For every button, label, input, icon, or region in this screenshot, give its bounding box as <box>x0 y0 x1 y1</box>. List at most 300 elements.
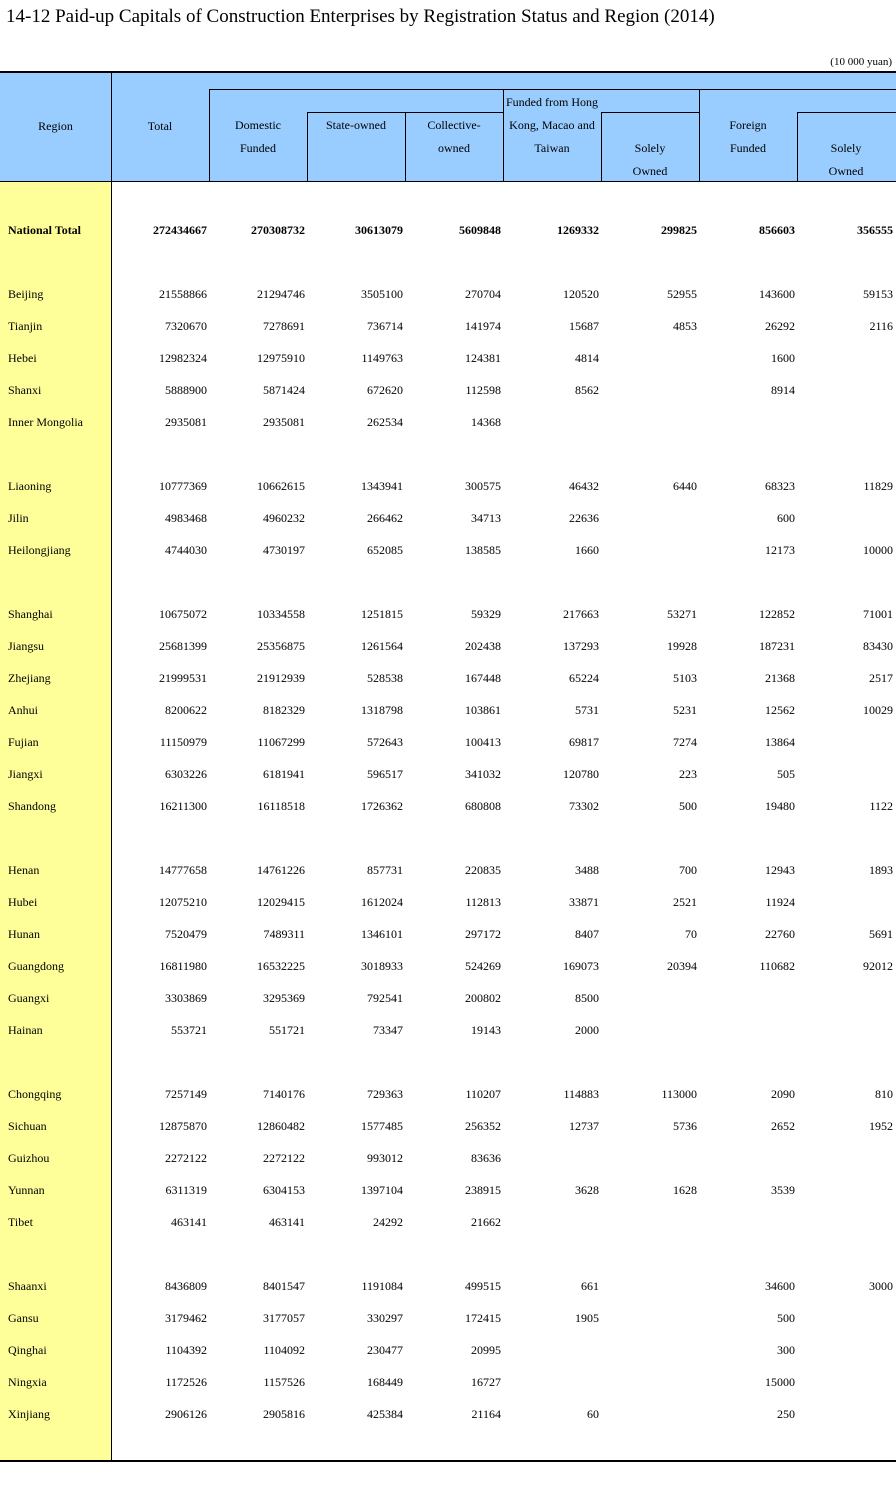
collective-cell: 141974 <box>465 319 501 333</box>
collective-cell: 21164 <box>471 1407 501 1421</box>
domestic-cell: 12860482 <box>257 1119 305 1133</box>
foreign-cell: 15000 <box>765 1375 795 1389</box>
collective-cell: 220835 <box>465 863 501 877</box>
foreign-cell: 12562 <box>765 703 795 717</box>
total-cell: 2272122 <box>165 1151 207 1165</box>
collective-cell: 524269 <box>465 959 501 973</box>
header-collective: Collective-owned <box>427 118 481 155</box>
state-cell: 24292 <box>373 1215 403 1229</box>
hmt-cell: 2000 <box>575 1023 599 1037</box>
hmt-cell: 12737 <box>569 1119 599 1133</box>
domestic-cell: 16118518 <box>257 799 305 813</box>
total-cell: 8200622 <box>165 703 207 717</box>
domestic-cell: 4730197 <box>263 543 305 557</box>
total-cell: 10777369 <box>159 479 207 493</box>
hmt-solely-cell: 223 <box>679 767 697 781</box>
state-cell: 1318798 <box>361 703 403 717</box>
state-cell: 30613079 <box>355 223 403 237</box>
table-row <box>0 412 896 432</box>
state-cell: 572643 <box>367 735 403 749</box>
hmt-cell: 137293 <box>563 639 599 653</box>
hmt-cell: 5731 <box>575 703 599 717</box>
table-row <box>0 892 896 912</box>
foreign-cell: 8914 <box>771 383 795 397</box>
hmt-cell: 33871 <box>569 895 599 909</box>
region-cell: Zhejiang <box>8 671 51 685</box>
state-cell: 736714 <box>367 319 403 333</box>
domestic-cell: 270308732 <box>251 223 305 237</box>
foreign-solely-cell: 3000 <box>869 1279 893 1293</box>
header-region: Region <box>38 119 73 133</box>
total-cell: 2935081 <box>165 415 207 429</box>
region-cell: Guangxi <box>8 991 50 1005</box>
domestic-cell: 25356875 <box>257 639 305 653</box>
domestic-cell: 2272122 <box>263 1151 305 1165</box>
total-cell: 25681399 <box>159 639 207 653</box>
hmt-cell: 73302 <box>569 799 599 813</box>
state-cell: 425384 <box>367 1407 403 1421</box>
header-domestic: Domestic Funded <box>235 118 281 155</box>
table-row <box>0 1180 896 1200</box>
collective-cell: 59329 <box>471 607 501 621</box>
region-cell: Shaanxi <box>8 1279 47 1293</box>
collective-cell: 680808 <box>465 799 501 813</box>
region-cell: Shanxi <box>8 383 42 397</box>
total-cell: 4744030 <box>165 543 207 557</box>
domestic-cell: 3177057 <box>263 1311 305 1325</box>
state-cell: 1612024 <box>361 895 403 909</box>
region-cell: Jilin <box>8 511 29 525</box>
domestic-cell: 21294746 <box>257 287 305 301</box>
region-cell: Qinghai <box>8 1343 47 1357</box>
foreign-cell: 500 <box>777 1311 795 1325</box>
collective-cell: 110207 <box>465 1087 501 1101</box>
state-cell: 1343941 <box>361 479 403 493</box>
state-cell: 1261564 <box>361 639 403 653</box>
foreign-solely-cell: 1893 <box>869 863 893 877</box>
state-cell: 73347 <box>373 1023 403 1037</box>
total-cell: 6311319 <box>165 1183 207 1197</box>
foreign-cell: 505 <box>777 767 795 781</box>
region-cell: Jiangxi <box>8 767 43 781</box>
hmt-cell: 65224 <box>569 671 599 685</box>
state-cell: 266462 <box>367 511 403 525</box>
foreign-solely-cell: 1122 <box>869 799 893 813</box>
total-cell: 7520479 <box>165 927 207 941</box>
hmt-cell: 120780 <box>563 767 599 781</box>
foreign-cell: 26292 <box>765 319 795 333</box>
table-row <box>0 764 896 784</box>
hmt-cell: 661 <box>581 1279 599 1293</box>
table-row <box>0 316 896 336</box>
total-cell: 16811980 <box>159 959 207 973</box>
state-cell: 1251815 <box>361 607 403 621</box>
header-total: Total <box>147 119 173 133</box>
total-cell: 3303869 <box>165 991 207 1005</box>
domestic-cell: 7278691 <box>263 319 305 333</box>
domestic-cell: 463141 <box>269 1215 305 1229</box>
region-cell: Shandong <box>8 799 56 813</box>
foreign-cell: 21368 <box>765 671 795 685</box>
foreign-cell: 22760 <box>765 927 795 941</box>
region-cell: Shanghai <box>8 607 53 621</box>
domestic-cell: 14761226 <box>257 863 305 877</box>
foreign-cell: 110682 <box>759 959 795 973</box>
foreign-solely-cell: 2517 <box>869 671 893 685</box>
table-row <box>0 508 896 528</box>
region-cell: Heilongjiang <box>8 543 71 557</box>
state-cell: 168449 <box>367 1375 403 1389</box>
hmt-solely-cell: 5736 <box>673 1119 697 1133</box>
table-row <box>0 476 896 496</box>
hmt-cell: 120520 <box>563 287 599 301</box>
foreign-solely-cell: 83430 <box>863 639 893 653</box>
hmt-cell: 114883 <box>563 1087 599 1101</box>
hmt-solely-cell: 6440 <box>673 479 697 493</box>
table-row <box>0 348 896 368</box>
collective-cell: 256352 <box>465 1119 501 1133</box>
table-row <box>0 636 896 656</box>
region-column-background <box>0 182 111 1460</box>
table-row <box>0 284 896 304</box>
collective-cell: 34713 <box>471 511 501 525</box>
domestic-cell: 2935081 <box>263 415 305 429</box>
hmt-solely-cell: 20394 <box>667 959 697 973</box>
domestic-cell: 11067299 <box>257 735 305 749</box>
state-cell: 330297 <box>367 1311 403 1325</box>
region-cell: Tianjin <box>8 319 43 333</box>
domestic-cell: 8182329 <box>263 703 305 717</box>
total-cell: 3179462 <box>165 1311 207 1325</box>
header-divider <box>209 89 210 181</box>
total-cell: 1104392 <box>165 1343 207 1357</box>
table-row <box>0 732 896 752</box>
domestic-cell: 16532225 <box>257 959 305 973</box>
hmt-cell: 1905 <box>575 1311 599 1325</box>
state-cell: 1149763 <box>361 351 403 365</box>
total-cell: 5888900 <box>165 383 207 397</box>
foreign-solely-cell: 810 <box>875 1087 893 1101</box>
domestic-cell: 21912939 <box>257 671 305 685</box>
bottom-rule <box>0 1460 896 1462</box>
foreign-cell: 250 <box>777 1407 795 1421</box>
collective-cell: 19143 <box>471 1023 501 1037</box>
hmt-cell: 8407 <box>575 927 599 941</box>
foreign-solely-cell: 2116 <box>869 319 893 333</box>
hmt-solely-cell: 5103 <box>673 671 697 685</box>
foreign-solely-cell: 11829 <box>863 479 893 493</box>
collective-cell: 341032 <box>465 767 501 781</box>
total-cell: 463141 <box>171 1215 207 1229</box>
table-row <box>0 1212 896 1232</box>
foreign-cell: 143600 <box>759 287 795 301</box>
hmt-cell: 69817 <box>569 735 599 749</box>
state-cell: 262534 <box>367 415 403 429</box>
region-cell: Beijing <box>8 287 44 301</box>
collective-cell: 21662 <box>471 1215 501 1229</box>
foreign-solely-cell: 1952 <box>869 1119 893 1133</box>
collective-cell: 20995 <box>471 1343 501 1357</box>
state-cell: 1726362 <box>361 799 403 813</box>
total-cell: 11150979 <box>159 735 207 749</box>
total-cell: 21999531 <box>159 671 207 685</box>
table-row <box>0 1116 896 1136</box>
region-cell: Guizhou <box>8 1151 50 1165</box>
state-cell: 1346101 <box>361 927 403 941</box>
region-cell: Liaoning <box>8 479 52 493</box>
header-divider <box>503 89 504 181</box>
foreign-solely-cell: 92012 <box>863 959 893 973</box>
domestic-cell: 10662615 <box>257 479 305 493</box>
domestic-cell: 12029415 <box>257 895 305 909</box>
hmt-solely-cell: 4853 <box>673 319 697 333</box>
hmt-solely-cell: 2521 <box>673 895 697 909</box>
foreign-cell: 122852 <box>759 607 795 621</box>
foreign-cell: 187231 <box>759 639 795 653</box>
domestic-cell: 6181941 <box>263 767 305 781</box>
hmt-solely-cell: 1628 <box>673 1183 697 1197</box>
table-title: 14-12 Paid-up Capitals of Construction Enterprises by Registration Status and Region (2014) <box>6 6 715 27</box>
state-cell: 3505100 <box>361 287 403 301</box>
table-row <box>0 1372 896 1392</box>
foreign-cell: 2652 <box>771 1119 795 1133</box>
foreign-cell: 3539 <box>771 1183 795 1197</box>
foreign-solely-cell: 5691 <box>869 927 893 941</box>
region-cell: Jiangsu <box>8 639 44 653</box>
hmt-cell: 1660 <box>575 543 599 557</box>
region-cell: Xinjiang <box>8 1407 50 1421</box>
hmt-solely-cell: 19928 <box>667 639 697 653</box>
total-cell: 21558866 <box>159 287 207 301</box>
hmt-cell: 217663 <box>563 607 599 621</box>
header-divider <box>307 112 503 113</box>
hmt-solely-cell: 5231 <box>673 703 697 717</box>
table-row <box>0 1020 896 1040</box>
hmt-cell: 22636 <box>569 511 599 525</box>
collective-cell: 167448 <box>465 671 501 685</box>
hmt-cell: 46432 <box>569 479 599 493</box>
table-row <box>0 924 896 944</box>
hmt-cell: 8500 <box>575 991 599 1005</box>
header-divider <box>797 112 798 181</box>
region-cell: Henan <box>8 863 40 877</box>
foreign-solely-cell: 10000 <box>863 543 893 557</box>
table-row <box>0 604 896 624</box>
table-row <box>0 540 896 560</box>
domestic-cell: 3295369 <box>263 991 305 1005</box>
header-bottom-rule <box>0 181 896 182</box>
state-cell: 993012 <box>367 1151 403 1165</box>
total-cell: 1172526 <box>165 1375 207 1389</box>
hmt-solely-cell: 500 <box>679 799 697 813</box>
hmt-cell: 15687 <box>569 319 599 333</box>
collective-cell: 103861 <box>465 703 501 717</box>
region-cell: Guangdong <box>8 959 64 973</box>
table-row <box>0 668 896 688</box>
total-cell: 12982324 <box>159 351 207 365</box>
total-cell: 12875870 <box>159 1119 207 1133</box>
state-cell: 3018933 <box>361 959 403 973</box>
region-cell: Hebei <box>8 351 37 365</box>
header-foreign: Foreign Funded <box>729 118 767 155</box>
hmt-solely-cell: 299825 <box>661 223 697 237</box>
total-cell: 272434667 <box>153 223 207 237</box>
hmt-cell: 4814 <box>575 351 599 365</box>
region-cell: Tibet <box>8 1215 33 1229</box>
state-cell: 729363 <box>367 1087 403 1101</box>
foreign-cell: 19480 <box>765 799 795 813</box>
foreign-cell: 1600 <box>771 351 795 365</box>
table-row <box>0 988 896 1008</box>
total-cell: 14777658 <box>159 863 207 877</box>
collective-cell: 270704 <box>465 287 501 301</box>
hmt-solely-cell: 113000 <box>661 1087 697 1101</box>
state-cell: 1397104 <box>361 1183 403 1197</box>
table-row <box>0 956 896 976</box>
unit-label: (10 000 yuan) <box>830 56 892 68</box>
domestic-cell: 2905816 <box>263 1407 305 1421</box>
foreign-cell: 68323 <box>765 479 795 493</box>
table-row <box>0 700 896 720</box>
foreign-solely-cell: 356555 <box>857 223 893 237</box>
region-cell: Sichuan <box>8 1119 47 1133</box>
foreign-cell: 12943 <box>765 863 795 877</box>
state-cell: 596517 <box>367 767 403 781</box>
total-cell: 4983468 <box>165 511 207 525</box>
foreign-cell: 300 <box>777 1343 795 1357</box>
collective-cell: 238915 <box>465 1183 501 1197</box>
table-row <box>0 1148 896 1168</box>
table-row <box>0 1404 896 1424</box>
hmt-solely-cell: 53271 <box>667 607 697 621</box>
table-row <box>0 860 896 880</box>
domestic-cell: 10334558 <box>257 607 305 621</box>
table-row <box>0 380 896 400</box>
collective-cell: 200802 <box>465 991 501 1005</box>
collective-cell: 138585 <box>465 543 501 557</box>
region-cell: Inner Mongolia <box>8 415 83 429</box>
hmt-solely-cell: 7274 <box>673 735 697 749</box>
total-cell: 10675072 <box>159 607 207 621</box>
collective-cell: 14368 <box>471 415 501 429</box>
collective-cell: 202438 <box>465 639 501 653</box>
state-cell: 1577485 <box>361 1119 403 1133</box>
domestic-cell: 12975910 <box>257 351 305 365</box>
top-rule <box>0 71 896 73</box>
region-cell: Gansu <box>8 1311 39 1325</box>
region-cell: Ningxia <box>8 1375 47 1389</box>
domestic-cell: 551721 <box>269 1023 305 1037</box>
collective-cell: 83636 <box>471 1151 501 1165</box>
foreign-cell: 13864 <box>765 735 795 749</box>
header-foreign-solely: Solely Owned <box>828 141 864 178</box>
region-cell: National Total <box>8 223 82 237</box>
collective-cell: 300575 <box>465 479 501 493</box>
total-cell: 7257149 <box>165 1087 207 1101</box>
state-cell: 230477 <box>367 1343 403 1357</box>
foreign-cell: 2090 <box>771 1087 795 1101</box>
foreign-cell: 600 <box>777 511 795 525</box>
hmt-solely-cell: 52955 <box>667 287 697 301</box>
domestic-cell: 8401547 <box>263 1279 305 1293</box>
state-cell: 652085 <box>367 543 403 557</box>
region-cell: Anhui <box>8 703 38 717</box>
header-state-owned: State-owned <box>326 118 386 132</box>
collective-cell: 499515 <box>465 1279 501 1293</box>
header-divider <box>601 112 602 181</box>
region-cell: Hunan <box>8 927 40 941</box>
total-cell: 553721 <box>171 1023 207 1037</box>
header-divider <box>209 89 896 90</box>
state-cell: 857731 <box>367 863 403 877</box>
domestic-cell: 7140176 <box>263 1087 305 1101</box>
header-divider <box>405 112 406 181</box>
foreign-cell: 12173 <box>765 543 795 557</box>
domestic-cell: 1104092 <box>263 1343 305 1357</box>
collective-cell: 100413 <box>465 735 501 749</box>
total-cell: 8436809 <box>165 1279 207 1293</box>
table-row <box>0 796 896 816</box>
header-divider <box>601 112 699 113</box>
table-row <box>0 1084 896 1104</box>
total-cell: 2906126 <box>165 1407 207 1421</box>
hmt-cell: 169073 <box>563 959 599 973</box>
collective-cell: 112598 <box>465 383 501 397</box>
hmt-cell: 60 <box>587 1407 599 1421</box>
hmt-cell: 8562 <box>575 383 599 397</box>
header-hmt: Funded from Hong Kong, Macao and Taiwan <box>506 95 598 155</box>
domestic-cell: 1157526 <box>263 1375 305 1389</box>
domestic-cell: 5871424 <box>263 383 305 397</box>
total-cell: 6303226 <box>165 767 207 781</box>
header-divider <box>797 112 896 113</box>
collective-cell: 172415 <box>465 1311 501 1325</box>
domestic-cell: 4960232 <box>263 511 305 525</box>
table-row <box>0 1308 896 1328</box>
domestic-cell: 7489311 <box>263 927 305 941</box>
region-cell: Yunnan <box>8 1183 45 1197</box>
state-cell: 528538 <box>367 671 403 685</box>
region-cell: Hubei <box>8 895 38 909</box>
foreign-solely-cell: 59153 <box>863 287 893 301</box>
table-row <box>0 1276 896 1296</box>
hmt-solely-cell: 700 <box>679 863 697 877</box>
collective-cell: 124381 <box>465 351 501 365</box>
region-cell: Fujian <box>8 735 39 749</box>
total-cell: 7320670 <box>165 319 207 333</box>
table-row <box>0 220 896 240</box>
foreign-cell: 34600 <box>765 1279 795 1293</box>
region-cell: Hainan <box>8 1023 43 1037</box>
header-divider <box>699 89 700 181</box>
collective-cell: 112813 <box>465 895 501 909</box>
state-cell: 1191084 <box>361 1279 403 1293</box>
total-cell: 12075210 <box>159 895 207 909</box>
domestic-cell: 6304153 <box>263 1183 305 1197</box>
hmt-cell: 1269332 <box>557 223 599 237</box>
foreign-solely-cell: 10029 <box>863 703 893 717</box>
state-cell: 792541 <box>367 991 403 1005</box>
region-cell: Chongqing <box>8 1087 62 1101</box>
foreign-cell: 11924 <box>765 895 795 909</box>
total-cell: 16211300 <box>159 799 207 813</box>
collective-cell: 297172 <box>465 927 501 941</box>
collective-cell: 5609848 <box>459 223 501 237</box>
header-hmt-solely: Solely Owned <box>632 141 668 178</box>
foreign-solely-cell: 71001 <box>863 607 893 621</box>
table-row <box>0 1340 896 1360</box>
collective-cell: 16727 <box>471 1375 501 1389</box>
